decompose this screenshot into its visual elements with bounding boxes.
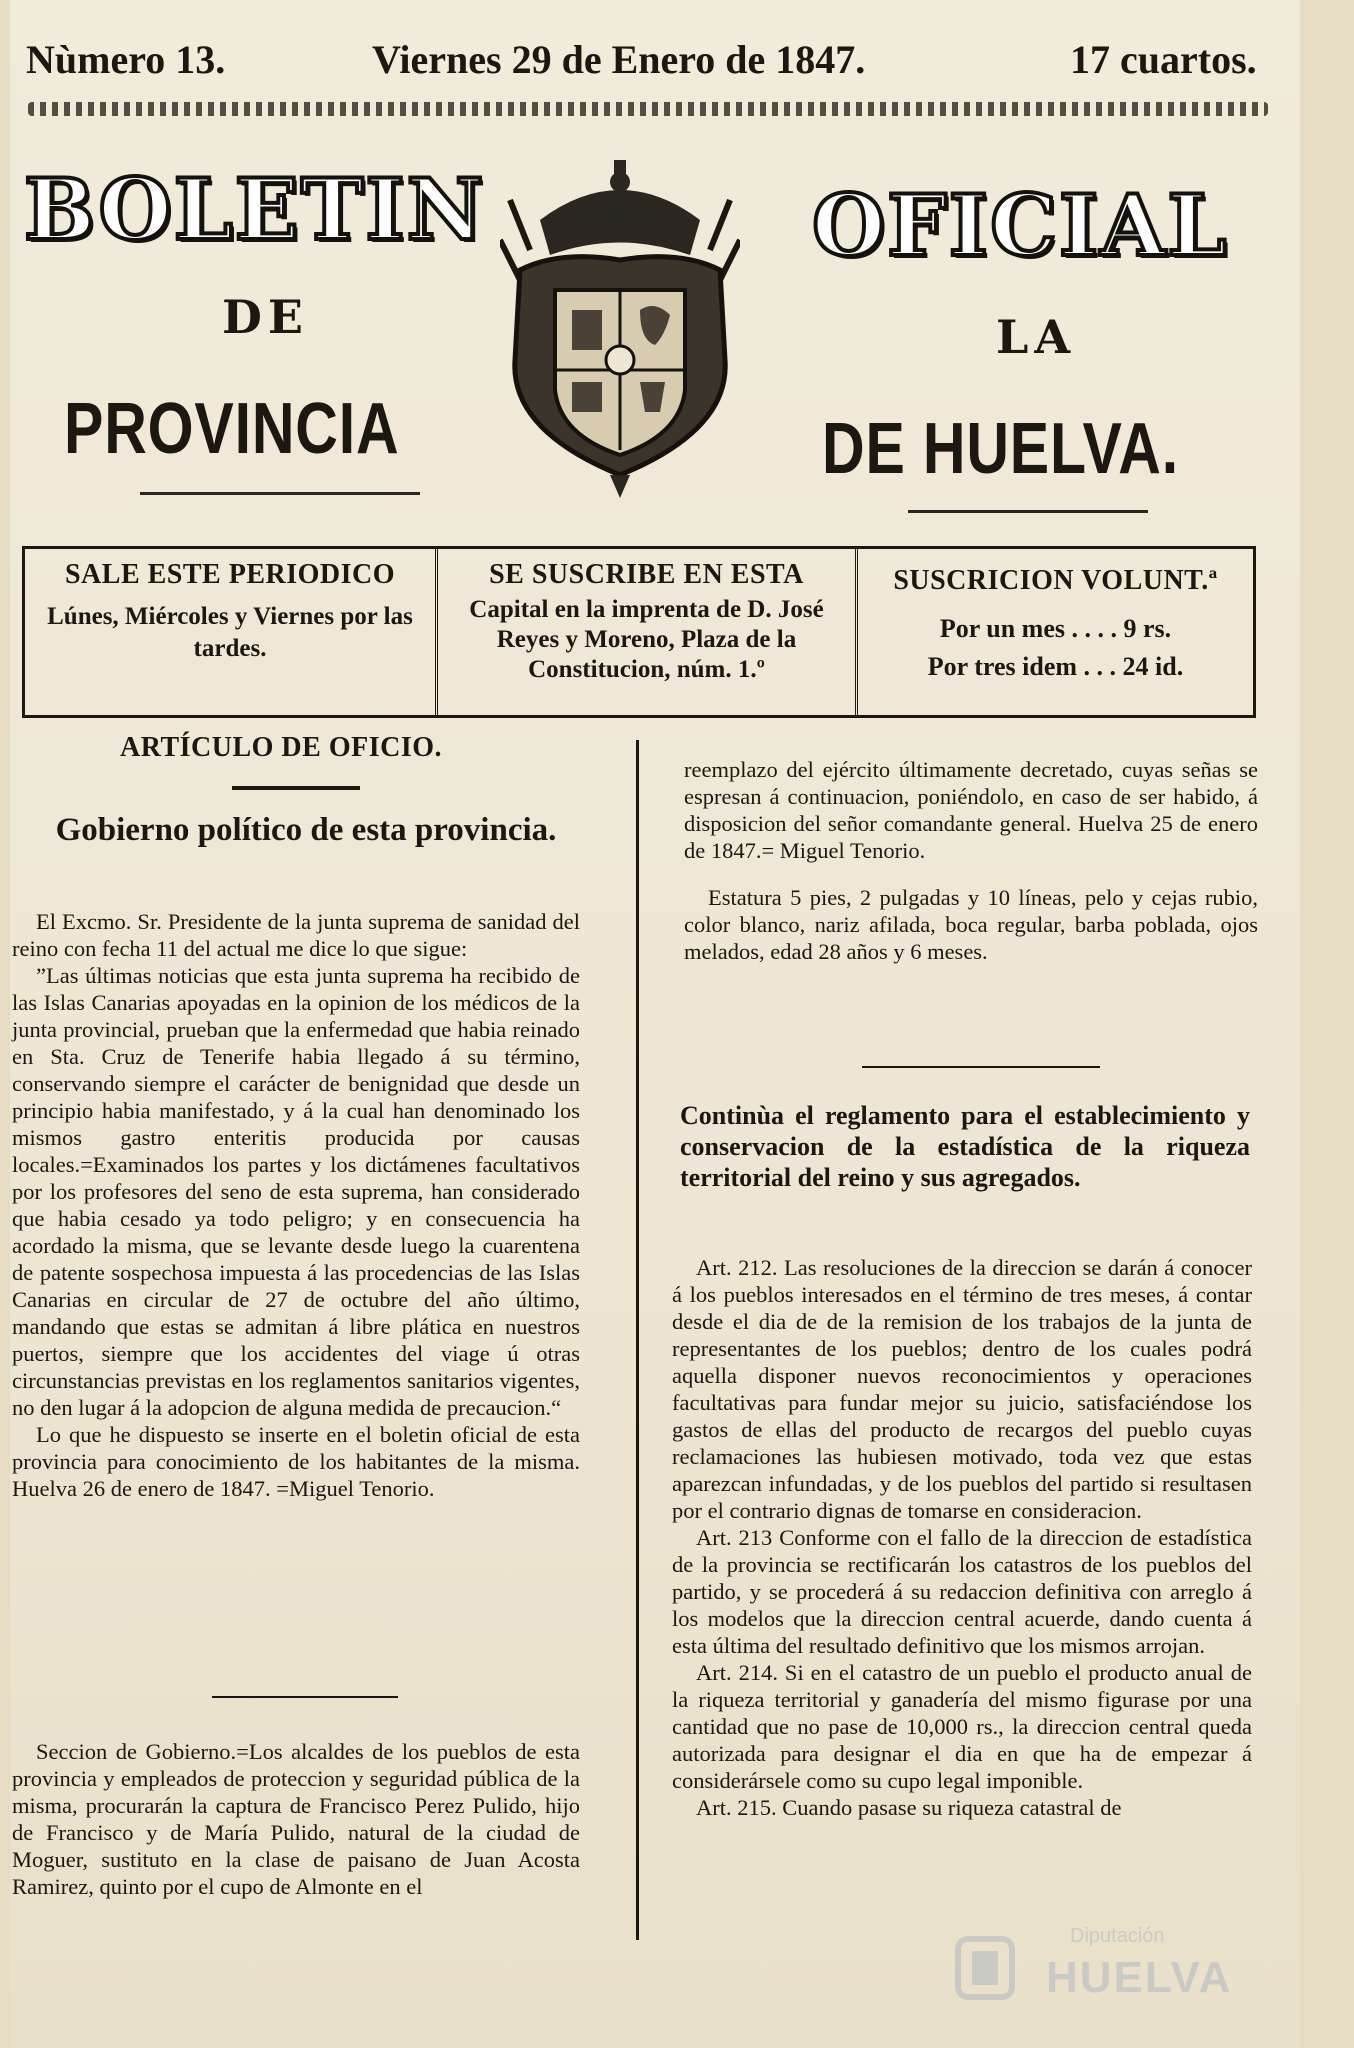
title-de: DE (222, 290, 309, 344)
section-rule (232, 786, 360, 790)
paragraph: Lo que he dispuesto se inserte en el boletin oficial de esta provincia para conocimiento de los habitantes de la misma. Huelva 26 de enero de 1847. =Miguel Tenorio. (12, 1422, 580, 1501)
separator-rule (212, 1696, 398, 1698)
title-provincia: PROVINCIA (64, 389, 400, 469)
title-oficial: OFICIAL (812, 176, 1229, 275)
title-boletin: BOLETIN (24, 160, 486, 259)
separator-rule (862, 1066, 1100, 1068)
watermark-line1: Diputación (1070, 1925, 1165, 1947)
issue-price: 17 cuartos. (1070, 37, 1257, 82)
article-heading: Gobierno político de esta provincia. (55, 812, 557, 848)
subscription-location (435, 549, 855, 715)
subscription-prices (855, 549, 1253, 715)
issue-number: Nùmero 13. (26, 37, 226, 82)
publication-schedule (25, 549, 435, 715)
location-heading: SE SUSCRIBE EN ESTA (489, 559, 804, 590)
regulation-heading: Continùa el reglamento para el establecimiento y conservacion de la estadística de la riqueza territorial del reino y sus agregados. (680, 1101, 1250, 1192)
section-title: ARTÍCULO DE OFICIO. (120, 732, 442, 763)
issue-date: Viernes 29 de Enero de 1847. (372, 37, 866, 82)
article-215: Art. 215. Cuando pasase su riqueza catastral de (696, 1795, 1122, 1820)
price-three-months: Por tres idem . . . 24 id. (927, 652, 1184, 681)
coat-of-arms-icon (500, 160, 740, 500)
title-rule-left (140, 492, 420, 495)
schedule-heading: SALE ESTE PERIODICO (64, 559, 396, 590)
article-213: Art. 213 Conforme con el fallo de la direccion de estadística de la provincia se rectificarán los catastros de los pueblos del partido, y se procederá á su redaccion definitiva con arreglo á los modelos que la direccion central acuerde, dando cuenta á esta última del resultado definitivo que los mismos arrojan. (672, 1525, 1252, 1658)
watermark-logo-icon (950, 1925, 1020, 2005)
prices-heading: SUSCRICION VOLUNT.ª (893, 565, 1218, 596)
paragraph: Seccion de Gobierno.=Los alcaldes de los pueblos de esta provincia y empleados de proteccion y seguridad pública de la misma, procurarán la captura de Francisco Perez Pulido, hijo de Francisco y de María Pulido, natural de la ciudad de Moguer, sustituto en la clase de paisano de Juan Acosta Ramirez, quinto por el cupo de Almonte en el (12, 1739, 580, 1899)
title-de-huelva: DE HUELVA. (822, 409, 1179, 489)
right-column-articles (672, 1254, 1252, 1821)
price-one-month: Por un mes . . . . 9 rs. (939, 614, 1172, 643)
ornamental-border (28, 102, 1268, 116)
diputacion-huelva-watermark (950, 1925, 1280, 2015)
paragraph: Estatura 5 pies, 2 pulgadas y 10 líneas, pelo y cejas rubio, color blanco, nariz afilada, boca regular, barba poblada, ojos melados, edad 28 años y 6 meses. (684, 885, 1258, 964)
left-column-text-2 (12, 1738, 580, 1900)
article-212: Art. 212. Las resoluciones de la direccion se darán á conocer á los pueblos interesados en el término de tres meses, á contar desde el dia de de la remision de los trabajos de la junta de representantes de los pueblos; dentro de los cuales podrá aquella disponer nuevos reconocimientos y operaciones facultativas para fundar mejor su juicio, satisfaciéndose los gastos de ellas del producto de recargos del pueblo cuyas reclamaciones las hubiesen motivado, toda vez que estas aparezcan infundadas, y de los pueblos del partido si resultasen por el contrario dignas de tomarse en consideracion. (672, 1255, 1252, 1523)
paragraph: ”Las últimas noticias que esta junta suprema ha recibido de las Islas Canarias apoyadas en la opinion de los médicos de la junta provincial, prueban que la enfermedad que habia reinado en Sta. Cruz de Tenerife habia llegado á su término, conservando siempre el carácter de benignidad que desde un principio habia manifestado, y á la cual han denominado los mismos gastro enteritis producida por causas locales.=Examinados los partes y los dictámenes facultativos por los profesores del seno de esta suprema, han considerado que habia cesado ya todo peligro; y en consecuencia ha acordado la misma, que se levante desde luego la cuarentena de patente sospechosa impuesta á las procedencias de las Islas Canarias en circular de 27 de octubre del año último, mandando que estas se admitan á libre plática en nuestros puertos, siempre que los accidentes del viage ú otras circunstancias previstas en los reglamentos sanitarios vigentes, no den lugar á la adopcion de alguna medida de precaucion.“ (12, 963, 580, 1420)
column-divider (636, 740, 639, 1940)
paragraph: reemplazo del ejército últimamente decretado, cuyas señas se espresan á continuacion, poniéndolo, en caso de ser habido, á disposicion del señor comandante general. Huelva 25 de enero de 1847.= Miguel Tenorio. (684, 757, 1258, 863)
watermark-line2: HUELVA (1046, 1953, 1233, 2002)
right-column-text (684, 756, 1258, 965)
subscription-info-box (22, 546, 1256, 718)
location-text: Capital en la imprenta de D. José Reyes y Moreno, Plaza de la Constitucion, núm. 1.º (469, 596, 824, 683)
left-column-text (12, 908, 580, 1502)
title-la: LA (996, 310, 1077, 364)
paragraph: El Excmo. Sr. Presidente de la junta suprema de sanidad del reino con fecha 11 del actual me dice lo que sigue: (12, 909, 580, 961)
title-rule-right (908, 510, 1148, 513)
article-214: Art. 214. Si en el catastro de un pueblo el producto anual de la riqueza territorial y ganadería del mismo figurase por una cantidad que no pase de 10,000 rs., la direccion central queda autorizada para designar el dia en que ha de empezar á considerársele como su cupo legal imponible. (672, 1660, 1252, 1793)
schedule-text: Lúnes, Miércoles y Viernes por las tardes. (47, 603, 413, 662)
